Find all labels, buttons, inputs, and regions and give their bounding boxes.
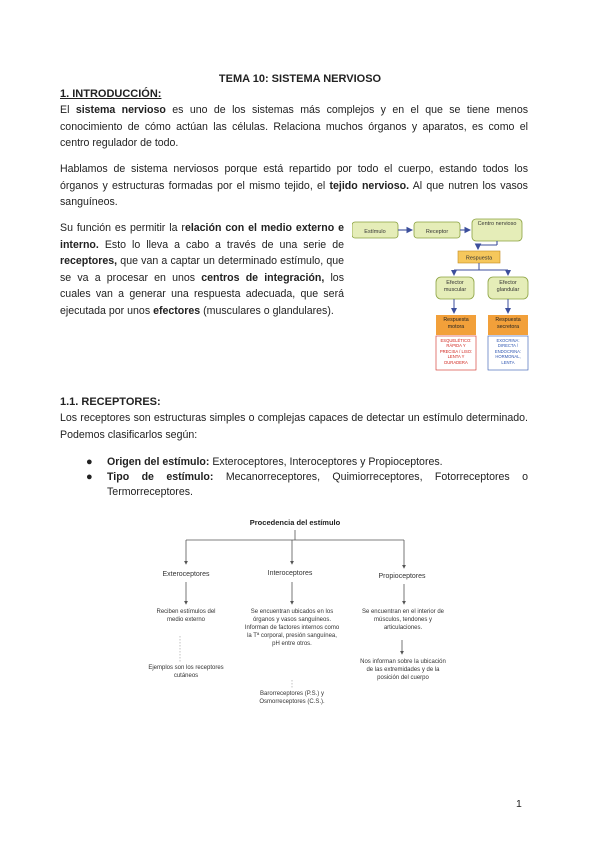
intro-paragraph-2 xyxy=(60,161,528,211)
intro-paragraph-1 xyxy=(60,102,528,152)
stimulus-origin-tree xyxy=(140,512,450,718)
intro-p1-text-a: El xyxy=(60,104,76,116)
intro-p2-bold: tejido nervioso. xyxy=(329,179,410,192)
tree-title: Procedencia del estímulo xyxy=(249,518,341,527)
intro-p3-text-i: (musculares o glandulares). xyxy=(200,304,334,317)
bullet-icon: ● xyxy=(86,471,93,483)
propioceptores-extra: Nos informan sobre la ubicación de las extremidades y de la posición del cuerpo xyxy=(360,659,446,681)
intro-p3-bold-relacion: elación con el medio externo e interno. xyxy=(60,222,344,251)
intro-p1-bold: sistema nervioso xyxy=(75,104,166,116)
interoceptores-desc: Se encuentran ubicados en los órganos y vasos sanguíneos. Informan de factores internos como la Tª corporal, presión sanguínea, pH entre otros. xyxy=(244,609,340,647)
intro-p3-bold-centros: centros de integración, xyxy=(201,271,325,284)
response-label: Respuesta xyxy=(465,255,493,262)
response-motor-label: Respuesta motora xyxy=(443,317,469,330)
motor-detail-text: ESQUELÉTICO: RÁPIDA Y PRECISA / LISO: LENTA Y DURADERA xyxy=(439,338,473,365)
effector-gland-label: Efector glandular xyxy=(496,280,520,293)
section-heading-introduccion: 1. INTRODUCCIÓN: xyxy=(60,88,162,100)
bullet-label: Origen del estímulo: xyxy=(107,456,210,468)
propioceptores-label: Propioceptores xyxy=(378,573,426,580)
center-label: Centro nervioso xyxy=(477,221,517,227)
intro-p1-text-c: es uno de los sistemas más complejos y en el que se tiene menos conocimiento de cómo actúan las células. Relaciona muchos órganos y aparatos, es como el centro regulador de todo. xyxy=(60,104,529,149)
bullet-icon: ● xyxy=(86,456,93,468)
interoceptores-extra: Barorreceptores (P.S.) y Osmorreceptores (C.S.). xyxy=(259,691,325,705)
secretory-detail-text: EXOCRINA: DIRECTA / ENDOCRINA: HORMONAL, LENTA xyxy=(494,338,522,365)
intro-p2-text-c: Al que nutren los vasos sanguíneos. xyxy=(60,179,528,208)
stimulus-label: Estímulo xyxy=(364,229,386,235)
intro-p3-bold-efectores: efectores xyxy=(153,304,201,317)
intro-paragraph-3 xyxy=(60,220,344,319)
list-item xyxy=(80,455,528,470)
intro-p3-text-c: Esto lo lleva a cabo a través de una serie de xyxy=(98,238,344,251)
response-secretory-label: Respuesta secretora xyxy=(495,317,521,330)
intro-p2-text-a: Hablamos de sistema nerviosos porque está repartido por todo el cuerpo, estando todos los órganos y estructuras formadas por el mismo tejido, el xyxy=(60,163,528,192)
receptores-paragraph: Los receptores son estructuras simples o complejas capaces de detectar un estímulo determinado. Podemos clasificarlos según: xyxy=(60,412,528,441)
list-item xyxy=(80,470,528,500)
nervous-flow-diagram xyxy=(352,212,538,378)
receptor-classification-list xyxy=(80,455,528,500)
intro-p3-text-a: Su función es permitir la r xyxy=(60,222,185,234)
intro-p3-text-e: que van a captar un determinado estímulo, que se va a procesar en unos xyxy=(60,255,344,284)
bullet-text: Exteroceptores, Interoceptores y Propioceptores. xyxy=(209,456,443,468)
page-title: TEMA 10: SISTEMA NERVIOSO xyxy=(218,73,382,85)
intro-p3-text-g: los cuales van a generar una respuesta adecuada, que será ejecutada por unos xyxy=(60,271,344,317)
exteroceptores-desc: Reciben estímulos del medio externo xyxy=(156,609,216,623)
exteroceptores-label: Exteroceptores xyxy=(162,571,210,578)
receptor-label: Receptor xyxy=(425,229,449,235)
propioceptores-desc: Se encuentran en el interior de músculos, tendones y articulaciones. xyxy=(361,609,445,631)
exteroceptores-extra: Ejemplos son los receptores cutáneos xyxy=(148,665,224,679)
page-number: 1 xyxy=(516,798,522,810)
effector-muscle-label: Efector muscular xyxy=(443,280,467,293)
bullet-text: Mecanorreceptores, Quimiorreceptores, Fotorreceptores o Termorreceptores. xyxy=(107,471,528,498)
section-heading-receptores: 1.1. RECEPTORES: xyxy=(60,396,161,408)
intro-p3-bold-receptores: receptores, xyxy=(60,255,118,267)
interoceptores-label: Interoceptores xyxy=(267,570,313,577)
bullet-label: Tipo de estímulo: xyxy=(107,471,214,483)
